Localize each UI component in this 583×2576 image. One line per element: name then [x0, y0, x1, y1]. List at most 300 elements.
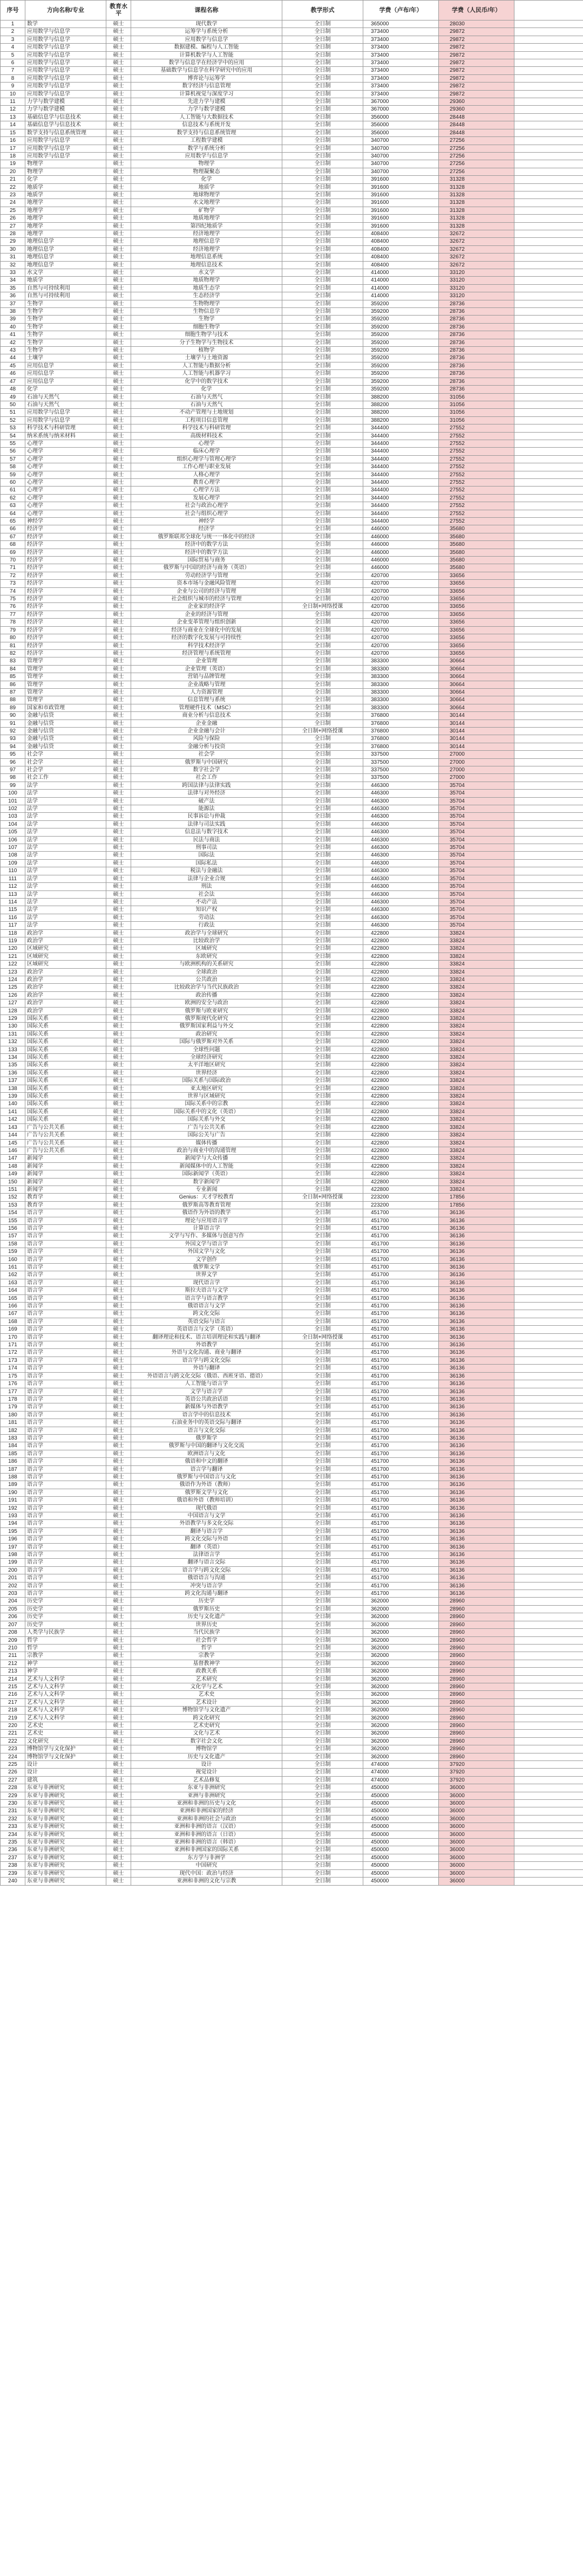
row-major: 心理学: [25, 494, 106, 502]
table-row: [1, 215, 583, 222]
row-fee-rub: 420700: [363, 611, 439, 618]
row-major: 法学: [25, 906, 106, 914]
row-blank: [514, 90, 583, 98]
row-index: 210: [1, 1644, 25, 1652]
row-level: 硕士: [106, 83, 131, 90]
row-level: 硕士: [106, 1636, 131, 1644]
row-mode: 全日制: [282, 1365, 363, 1372]
row-mode: 全日制: [282, 1660, 363, 1667]
row-level: 硕士: [106, 961, 131, 968]
row-fee-rub: 420700: [363, 649, 439, 657]
table-row: [1, 1139, 583, 1147]
table-row: [1, 953, 583, 960]
table-row: [1, 727, 583, 735]
table-row: [1, 1831, 583, 1838]
row-program: 哲学: [131, 1644, 282, 1652]
row-fee-cny: 36136: [439, 1341, 514, 1349]
row-fee-rub: 451700: [363, 1372, 439, 1380]
row-major: 地理信息学: [25, 238, 106, 245]
row-fee-rub: 451700: [363, 1574, 439, 1582]
row-fee-cny: 33120: [439, 269, 514, 277]
table-row: [1, 1815, 583, 1823]
table-row: [1, 766, 583, 774]
row-program: 博弈论与运筹学: [131, 74, 282, 82]
row-fee-cny: 27552: [439, 487, 514, 494]
row-level: 硕士: [106, 339, 131, 346]
row-major: 语言学: [25, 1504, 106, 1512]
row-level: 硕士: [106, 1411, 131, 1419]
row-program: 信息技术与系统开发: [131, 121, 282, 129]
row-index: 134: [1, 1054, 25, 1061]
row-level: 硕士: [106, 1691, 131, 1698]
row-blank: [514, 1536, 583, 1543]
row-program: 英语语言与文学（英语）: [131, 1326, 282, 1333]
row-fee-rub: 362000: [363, 1598, 439, 1605]
row-fee-cny: 36136: [439, 1527, 514, 1535]
row-mode: 全日制: [282, 953, 363, 960]
row-fee-cny: 36136: [439, 1504, 514, 1512]
row-program: 经济学: [131, 525, 282, 533]
row-fee-rub: 376800: [363, 720, 439, 727]
row-fee-cny: 36136: [439, 1271, 514, 1279]
row-level: 硕士: [106, 712, 131, 720]
table-row: [1, 844, 583, 852]
row-mode: 全日制: [282, 611, 363, 618]
table-row: [1, 502, 583, 510]
row-fee-cny: 35704: [439, 844, 514, 852]
row-program: 物理学: [131, 160, 282, 168]
row-blank: [514, 991, 583, 999]
row-blank: [514, 1636, 583, 1644]
row-level: 硕士: [106, 968, 131, 976]
row-fee-rub: 474000: [363, 1761, 439, 1769]
row-index: 66: [1, 525, 25, 533]
table-row: [1, 1372, 583, 1380]
row-mode: 全日制: [282, 1434, 363, 1442]
row-mode: 全日制: [282, 1698, 363, 1706]
table-row: [1, 1784, 583, 1792]
row-program: 亚洲和非洲的社会与政治: [131, 1815, 282, 1823]
row-program: 应用数学与信息学: [131, 152, 282, 160]
table-row: [1, 1730, 583, 1737]
row-major: 地理学: [25, 207, 106, 214]
row-program: 国际新闻学（英语）: [131, 1170, 282, 1178]
row-fee-cny: 31056: [439, 416, 514, 424]
row-level: 硕士: [106, 455, 131, 463]
row-program: 应用数学与信息学: [131, 36, 282, 43]
row-major: 国际关系: [25, 1093, 106, 1100]
row-program: 化学: [131, 176, 282, 183]
row-blank: [514, 1800, 583, 1807]
row-fee-rub: 450000: [363, 1878, 439, 1885]
row-level: 硕士: [106, 1745, 131, 1753]
table-row: [1, 626, 583, 634]
row-mode: 全日制: [282, 1326, 363, 1333]
row-mode: 全日制: [282, 261, 363, 269]
row-major: 区域研究: [25, 953, 106, 960]
row-blank: [514, 1388, 583, 1395]
row-fee-cny: 28960: [439, 1675, 514, 1683]
row-major: 艺术与人文科学: [25, 1714, 106, 1722]
row-fee-cny: 33824: [439, 1061, 514, 1069]
row-mode: 全日制: [282, 1831, 363, 1838]
row-level: 硕士: [106, 1792, 131, 1799]
row-fee-cny: 31328: [439, 191, 514, 198]
row-level: 硕士: [106, 1318, 131, 1325]
row-fee-cny: 36136: [439, 1372, 514, 1380]
row-fee-rub: 446000: [363, 549, 439, 556]
row-level: 硕士: [106, 1644, 131, 1652]
row-mode: 全日制: [282, 1504, 363, 1512]
table-row: [1, 1380, 583, 1388]
row-fee-rub: 474000: [363, 1769, 439, 1776]
row-program: 外国文学与语言学: [131, 1240, 282, 1248]
row-mode: 全日制: [282, 1395, 363, 1403]
row-index: 89: [1, 704, 25, 711]
row-fee-cny: 33824: [439, 1085, 514, 1092]
row-level: 硕士: [106, 137, 131, 145]
row-program: 中国研究: [131, 1862, 282, 1869]
row-index: 57: [1, 455, 25, 463]
row-index: 8: [1, 74, 25, 82]
row-level: 硕士: [106, 245, 131, 253]
row-fee-cny: 35704: [439, 890, 514, 898]
row-fee-rub: 446300: [363, 820, 439, 828]
row-program: 水文地理学: [131, 199, 282, 207]
row-mode: 全日制: [282, 1839, 363, 1846]
table-row: [1, 836, 583, 844]
row-fee-cny: 36136: [439, 1497, 514, 1504]
row-level: 硕士: [106, 1481, 131, 1489]
row-fee-rub: 446300: [363, 797, 439, 805]
row-program: 心理学方法: [131, 487, 282, 494]
row-blank: [514, 292, 583, 300]
row-mode: 全日制: [282, 1248, 363, 1256]
row-fee-cny: 33824: [439, 1147, 514, 1154]
row-level: 硕士: [106, 1707, 131, 1714]
row-index: 136: [1, 1069, 25, 1077]
row-major: 应用信息学: [25, 370, 106, 378]
row-index: 222: [1, 1737, 25, 1745]
row-program: 区域研究: [131, 945, 282, 953]
row-index: 102: [1, 805, 25, 813]
row-fee-rub: 451700: [363, 1434, 439, 1442]
table-row: [1, 1271, 583, 1279]
row-program: 计算语言学: [131, 1224, 282, 1232]
row-fee-cny: 28736: [439, 347, 514, 354]
row-major: 自然与可持续利用: [25, 284, 106, 292]
row-blank: [514, 1497, 583, 1504]
row-index: 115: [1, 906, 25, 914]
row-level: 硕士: [106, 1761, 131, 1769]
row-blank: [514, 657, 583, 665]
row-mode: 全日制: [282, 487, 363, 494]
row-mode: 全日制: [282, 1303, 363, 1310]
row-fee-rub: 391600: [363, 199, 439, 207]
row-fee-rub: 422800: [363, 1147, 439, 1154]
row-index: 189: [1, 1481, 25, 1489]
row-level: 硕士: [106, 28, 131, 36]
row-fee-rub: 373400: [363, 51, 439, 59]
row-mode: 全日制: [282, 98, 363, 106]
row-blank: [514, 1256, 583, 1263]
row-major: 艺术与人文科学: [25, 1683, 106, 1690]
row-major: 艺术与人文科学: [25, 1691, 106, 1698]
row-level: 硕士: [106, 284, 131, 292]
table-row: [1, 1201, 583, 1209]
row-fee-rub: 365000: [363, 20, 439, 28]
row-level: 硕士: [106, 1613, 131, 1621]
row-fee-rub: 446300: [363, 898, 439, 906]
row-blank: [514, 1854, 583, 1861]
row-program: 数字经济与信息管理: [131, 83, 282, 90]
row-mode: 全日制: [282, 1170, 363, 1178]
row-blank: [514, 1077, 583, 1085]
row-level: 硕士: [106, 813, 131, 820]
row-program: 中国语言与文学: [131, 1512, 282, 1520]
row-blank: [514, 1333, 583, 1341]
row-fee-cny: 36000: [439, 1862, 514, 1869]
row-level: 硕士: [106, 1465, 131, 1473]
row-program: 外语教学: [131, 1341, 282, 1349]
row-fee-cny: 36000: [439, 1807, 514, 1815]
row-level: 硕士: [106, 98, 131, 106]
row-fee-cny: 28960: [439, 1652, 514, 1660]
row-program: 语言学中的信息技术: [131, 1411, 282, 1419]
row-mode: 全日制: [282, 1240, 363, 1248]
row-program: 全球性问题: [131, 1046, 282, 1053]
row-major: 哲学: [25, 1644, 106, 1652]
row-fee-rub: 420700: [363, 572, 439, 579]
row-index: 188: [1, 1473, 25, 1481]
table-row: [1, 1395, 583, 1403]
row-fee-cny: 30664: [439, 688, 514, 696]
row-major: 国际关系: [25, 1077, 106, 1085]
row-fee-cny: 33656: [439, 642, 514, 649]
row-mode: 全日制: [282, 1264, 363, 1271]
row-program: 国际公关与广告: [131, 1132, 282, 1139]
row-fee-rub: 422800: [363, 1186, 439, 1193]
row-major: 政治学: [25, 991, 106, 999]
row-fee-cny: 36136: [439, 1318, 514, 1325]
row-fee-cny: 36136: [439, 1248, 514, 1256]
row-index: 122: [1, 961, 25, 968]
row-fee-rub: 367000: [363, 106, 439, 113]
row-mode: 全日制: [282, 1582, 363, 1590]
row-mode: 全日制: [282, 300, 363, 307]
row-fee-cny: 36136: [439, 1489, 514, 1496]
row-fee-cny: 28960: [439, 1707, 514, 1714]
table-row: [1, 1100, 583, 1108]
row-mode: 全日制: [282, 1442, 363, 1450]
row-major: 语言学: [25, 1303, 106, 1310]
row-program: 生物信息学: [131, 308, 282, 316]
row-blank: [514, 339, 583, 346]
row-blank: [514, 1054, 583, 1061]
row-level: 硕士: [106, 1714, 131, 1722]
row-program: 俄罗斯学: [131, 1434, 282, 1442]
row-index: 12: [1, 106, 25, 113]
row-major: 生物学: [25, 331, 106, 339]
row-mode: 全日制: [282, 424, 363, 432]
row-fee-rub: 446300: [363, 875, 439, 882]
table-row: [1, 487, 583, 494]
table-row: [1, 790, 583, 797]
row-blank: [514, 782, 583, 789]
table-row: [1, 1675, 583, 1683]
table-row: [1, 471, 583, 478]
row-level: 硕士: [106, 1403, 131, 1411]
row-fee-rub: 420700: [363, 587, 439, 595]
row-level: 硕士: [106, 176, 131, 183]
row-major: 广告与公共关系: [25, 1139, 106, 1147]
row-program: 视觉设计: [131, 1769, 282, 1776]
row-fee-cny: 35680: [439, 564, 514, 572]
row-fee-rub: 450000: [363, 1831, 439, 1838]
row-program: 跨文化沟通与翻译: [131, 1590, 282, 1598]
row-mode: 全日制: [282, 1598, 363, 1605]
row-blank: [514, 1007, 583, 1015]
row-fee-cny: 36136: [439, 1427, 514, 1434]
table-row: [1, 991, 583, 999]
table-row: [1, 805, 583, 813]
row-fee-rub: 340700: [363, 152, 439, 160]
row-index: 22: [1, 183, 25, 191]
row-blank: [514, 587, 583, 595]
row-level: 硕士: [106, 207, 131, 214]
row-level: 硕士: [106, 409, 131, 416]
table-row: [1, 300, 583, 307]
row-fee-cny: 28448: [439, 121, 514, 129]
row-major: 语言学: [25, 1434, 106, 1442]
header-row: [1, 1, 583, 20]
row-fee-cny: 36000: [439, 1800, 514, 1807]
row-blank: [514, 751, 583, 758]
row-program: 新媒体与外语教学: [131, 1403, 282, 1411]
row-major: 国际关系: [25, 1069, 106, 1077]
row-fee-rub: 422800: [363, 999, 439, 1007]
row-mode: 全日制: [282, 735, 363, 743]
row-major: 应用数学与信息学: [25, 74, 106, 82]
row-blank: [514, 541, 583, 549]
row-index: 199: [1, 1559, 25, 1566]
row-major: 地理学: [25, 215, 106, 222]
row-major: 国家和市政管理: [25, 704, 106, 711]
row-fee-rub: 451700: [363, 1411, 439, 1419]
row-blank: [514, 20, 583, 28]
row-mode: 全日制: [282, 1536, 363, 1543]
row-level: 硕士: [106, 665, 131, 673]
row-major: 地理学: [25, 230, 106, 237]
table-row: [1, 1303, 583, 1310]
row-program: 基督教神学: [131, 1660, 282, 1667]
row-blank: [514, 673, 583, 681]
row-mode: 全日制: [282, 766, 363, 774]
row-level: 硕士: [106, 1434, 131, 1442]
row-major: 语言学: [25, 1566, 106, 1574]
row-mode: 全日制: [282, 284, 363, 292]
row-program: 力学与数学建模: [131, 106, 282, 113]
row-blank: [514, 160, 583, 168]
row-fee-rub: 451700: [363, 1465, 439, 1473]
row-mode: 全日制: [282, 922, 363, 929]
row-major: 语言学: [25, 1333, 106, 1341]
table-row: [1, 549, 583, 556]
row-index: 61: [1, 487, 25, 494]
row-level: 硕士: [106, 1217, 131, 1224]
row-fee-cny: 35704: [439, 883, 514, 890]
row-blank: [514, 976, 583, 983]
row-program: 社会学: [131, 751, 282, 758]
row-program: 政治传播: [131, 991, 282, 999]
row-level: 硕士: [106, 1139, 131, 1147]
row-level: 硕士: [106, 1574, 131, 1582]
row-level: 硕士: [106, 922, 131, 929]
row-fee-rub: 359200: [363, 331, 439, 339]
row-index: 21: [1, 176, 25, 183]
row-major: 化学: [25, 386, 106, 393]
row-index: 202: [1, 1582, 25, 1590]
table-row: [1, 906, 583, 914]
row-program: 语言学与跨文化交际: [131, 1566, 282, 1574]
row-mode: 全日制: [282, 370, 363, 378]
row-level: 硕士: [106, 549, 131, 556]
row-index: 14: [1, 121, 25, 129]
row-blank: [514, 502, 583, 510]
row-mode: 全日制: [282, 681, 363, 688]
row-fee-cny: 35704: [439, 922, 514, 929]
row-level: 硕士: [106, 1784, 131, 1792]
row-fee-cny: 27552: [439, 448, 514, 455]
row-mode: 全日制: [282, 1356, 363, 1364]
row-index: 27: [1, 222, 25, 230]
row-major: 历史学: [25, 1598, 106, 1605]
row-fee-rub: 450000: [363, 1862, 439, 1869]
table-row: [1, 1520, 583, 1527]
row-blank: [514, 619, 583, 626]
row-level: 硕士: [106, 1108, 131, 1115]
row-index: 73: [1, 580, 25, 587]
row-major: 语言学: [25, 1536, 106, 1543]
row-level: 硕士: [106, 1077, 131, 1085]
row-major: 心理学: [25, 455, 106, 463]
row-fee-cny: 36000: [439, 1869, 514, 1877]
row-blank: [514, 1434, 583, 1442]
row-mode: 全日制: [282, 1776, 363, 1784]
row-fee-rub: 422800: [363, 1162, 439, 1170]
row-program: 俄罗斯国家利益与外交: [131, 1023, 282, 1030]
row-program: 东方学与非洲学: [131, 1854, 282, 1861]
row-fee-rub: 446300: [363, 890, 439, 898]
row-mode: 全日制: [282, 867, 363, 875]
row-mode: 全日制: [282, 758, 363, 766]
table-row: [1, 168, 583, 175]
row-major: 经济学: [25, 587, 106, 595]
table-row: [1, 634, 583, 642]
row-blank: [514, 487, 583, 494]
row-blank: [514, 409, 583, 416]
row-major: 物理学: [25, 168, 106, 175]
row-fee-rub: 359200: [363, 354, 439, 362]
row-level: 硕士: [106, 852, 131, 859]
row-program: 高级材料技术: [131, 432, 282, 440]
row-fee-rub: 388200: [363, 416, 439, 424]
table-row: [1, 1629, 583, 1636]
row-program: 数字社会学: [131, 766, 282, 774]
row-major: 东亚与非洲研究: [25, 1854, 106, 1861]
table-row: [1, 51, 583, 59]
row-fee-rub: 450000: [363, 1823, 439, 1831]
